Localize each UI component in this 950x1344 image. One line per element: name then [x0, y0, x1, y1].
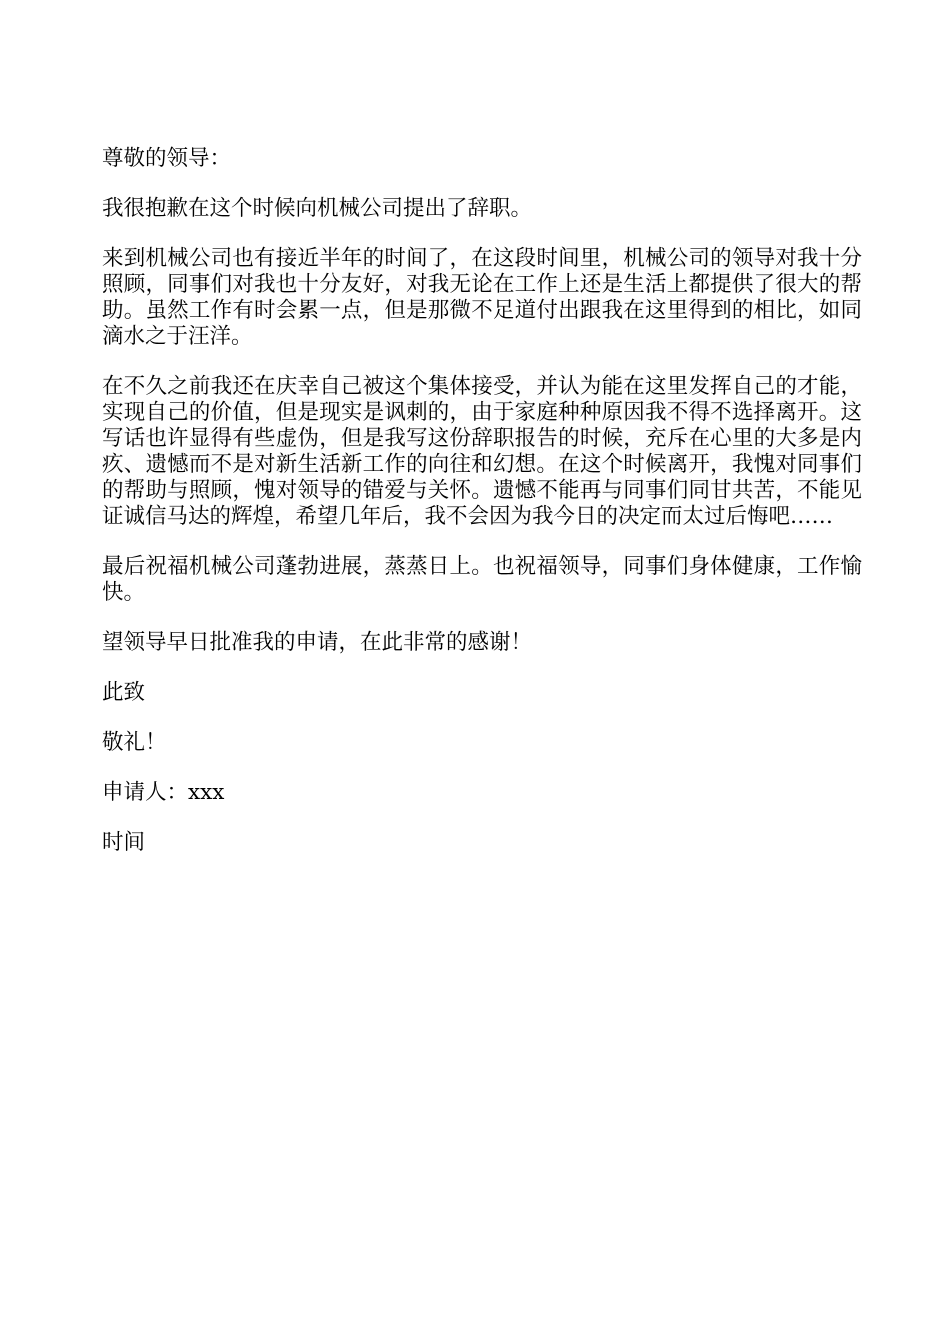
applicant-signature: 申请人：xxx	[102, 780, 225, 805]
paragraph-request: 望领导早日批准我的申请，在此非常的感谢！	[102, 630, 533, 655]
salutation: 尊敬的领导：	[102, 146, 232, 171]
letter-body	[102, 146, 862, 880]
date-line: 时间	[102, 830, 146, 855]
paragraph-apology: 我很抱歉在这个时候向机械公司提出了辞职。	[102, 196, 533, 221]
closing-regards: 此致	[102, 680, 146, 705]
paragraph-blessing: 最后祝福机械公司蓬勃进展，蒸蒸日上。也祝福领导，同事们身体健康，工作愉快。	[102, 554, 862, 605]
paragraph-reason: 在不久之前我还在庆幸自己被这个集体接受，并认为能在这里发挥自己的才能，实现自己的价值，但是现实是讽刺的，由于家庭种种原因我不得不选择离开。这写话也许显得有些虚伪，但是我写这份辞职报告的时候，充斥在心里的大多是内疚、遗憾而不是对新生活新工作的向往和幻想。在这个时候离开，我愧对同事们的帮助与照顾，愧对领导的错爱与关怀。遗憾不能再与同事们同甘共苦，不能见证诚信马达的辉煌，希望几年后，我不会因为我今日的决定而太过后悔吧……	[102, 374, 862, 529]
closing-salute: 敬礼！	[102, 730, 167, 755]
paragraph-gratitude: 来到机械公司也有接近半年的时间了，在这段时间里，机械公司的领导对我十分照顾，同事们对我也十分友好，对我无论在工作上还是生活上都提供了很大的帮助。虽然工作有时会累一点，但是那微不足道付出跟我在这里得到的相比，如同滴水之于汪洋。	[102, 246, 862, 349]
